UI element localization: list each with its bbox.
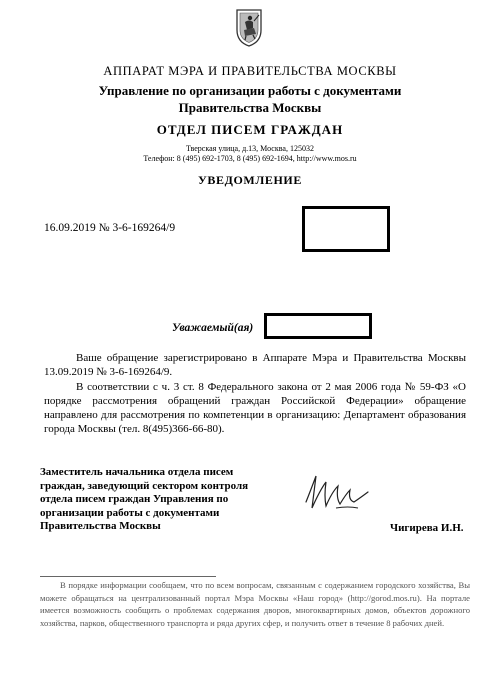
address: Тверская улица, д.13, Москва, 125032 (186, 144, 314, 153)
agency-name: АППАРАТ МЭРА И ПРАВИТЕЛЬСТВА МОСКВЫ (103, 64, 397, 78)
moscow-coat-of-arms-icon (232, 6, 266, 48)
body-paragraph-2: В соответствии с ч. 3 ст. 8 Федерального закона от 2 мая 2006 года № 59-ФЗ «О порядке рассмотрения обращений граждан Российской Федерации» обращение направлено для рассмотрения по компетенции в организацию: Департамент образования города Москвы (тел. 8(495)366-66-80). (44, 381, 466, 435)
department-line-2: Правительства Москвы (178, 100, 322, 115)
redacted-name-box (264, 313, 372, 339)
document-type: УВЕДОМЛЕНИЕ (198, 173, 302, 187)
division-name: ОТДЕЛ ПИСЕМ ГРАЖДАН (156, 122, 344, 137)
salutation: Уважаемый(ая) (172, 322, 254, 334)
phone-line: Телефон: 8 (495) 692-1703, 8 (495) 692-1694, http://www.mos.ru (143, 154, 357, 163)
body-paragraph-1: Ваше обращение зарегистрировано в Аппарате Мэра и Правительства Москвы 13.09.2019 № 3-6-169264/9. (44, 352, 466, 378)
department-line-1: Управление по организации работы с документами (98, 83, 402, 98)
footnote: В порядке информации сообщаем, что по всем вопросам, связанным с содержанием городского хозяйства, Вы можете обращаться на централизованный портал Мэра Москвы «Наш город» (http://gorod.mos.ru). На портале имеется возможность сообщить о проблемах содержания дворов, многоквартирных домов, объектов дорожного хозяйства, парков, общественного транспорта и ряда других сфер, и получить ответ в течение 8 рабочих дней. (40, 580, 470, 628)
signer-name: Чигирева И.Н. (390, 522, 464, 534)
signer-title: Заместитель начальника отдела писем граждан, заведующий сектором контроля отдела писем граждан Управления по организации работы с документами Правительства Москвы (40, 466, 249, 533)
document-reference: 16.09.2019 № 3-6-169264/9 (44, 222, 176, 234)
handwritten-signature (296, 462, 376, 518)
redacted-recipient-box (302, 206, 390, 252)
footnote-divider (40, 576, 216, 577)
